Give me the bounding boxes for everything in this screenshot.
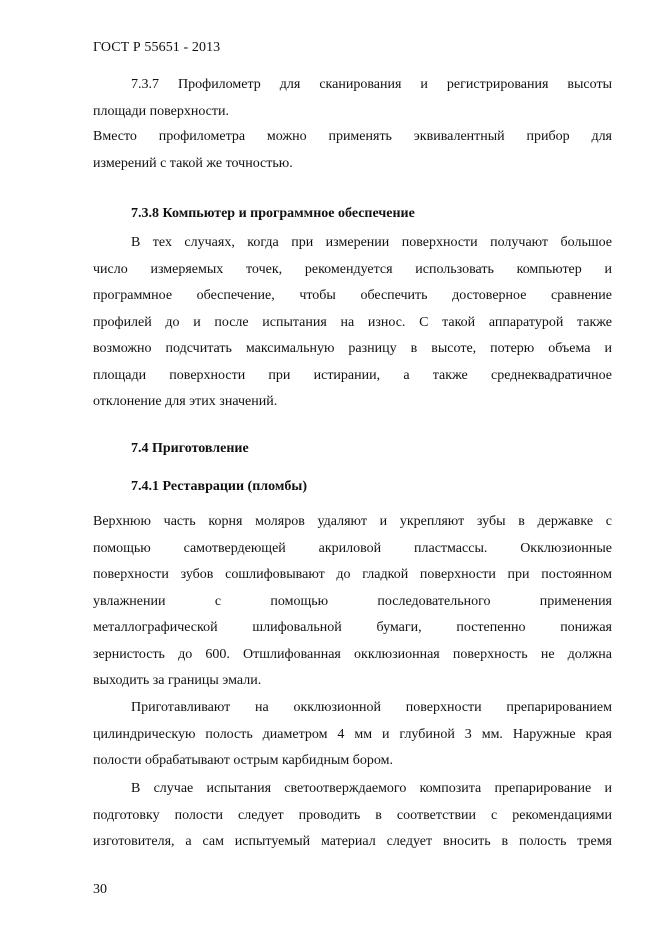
section-heading-7-4: 7.4 Приготовление — [131, 441, 249, 456]
section-heading-7-4-1: 7.4.1 Реставрации (пломбы) — [131, 479, 308, 494]
text-line: число измеряемых точек, рекомендуется использовать компьютер и — [93, 261, 612, 277]
text-line: увлажнении с помощью последовательного применения — [93, 593, 612, 609]
text-line: Верхнюю часть корня моляров удаляют и укрепляют зубы в державке с — [93, 514, 612, 529]
text-line: выходить за границы эмали. — [93, 673, 262, 688]
section-heading-7-3-8: 7.3.8 Компьютер и программное обеспечение — [131, 206, 415, 221]
text-line: металлографической шлифовальной бумаги, постепенно понижая — [93, 620, 612, 635]
text-line: площади поверхности при истирании, а также среднеквадратичное — [93, 367, 612, 383]
text-line: профилей до и после испытания на износ. С такой аппаратурой также — [93, 314, 612, 330]
text-line: отклонение для этих значений. — [93, 394, 278, 409]
text-line: возможно подсчитать максимальную разницу в высоте, потерю объема и — [93, 341, 612, 356]
text-line: площади поверхности. — [93, 103, 229, 119]
document-header: ГОСТ Р 55651 - 2013 — [93, 40, 221, 55]
page-number: 30 — [93, 882, 107, 897]
text-line: В тех случаях, когда при измерении поверхности получают большое — [131, 235, 612, 250]
text-line: В случае испытания светоотверждаемого композита препарирование и — [131, 781, 612, 796]
paragraph-7-3-7 — [93, 72, 612, 125]
text-line: зернистость до 600. Отшлифованная окклюзионная поверхность не должна — [93, 646, 612, 662]
text-line: полости обрабатывают острым карбидным бором. — [93, 753, 393, 768]
text-line: цилиндрическую полость диаметром 4 мм и глубиной 3 мм. Наружные края — [93, 726, 612, 742]
text-line: Вместо профилометра можно применять эквивалентный прибор для — [93, 129, 612, 144]
text-line: изготовителя, а сам испытуемый материал следует вносить в полость тремя — [93, 834, 612, 849]
text-line: 7.3.7 Профилометр для сканирования и регистрирования высоты — [131, 77, 612, 92]
paragraph-7-4-1-c — [93, 776, 612, 856]
text-line: измерений с такой же точностью. — [93, 155, 293, 171]
text-line: программное обеспечение, чтобы обеспечить достоверное сравнение — [93, 288, 612, 303]
paragraph-7-3-7-alt — [93, 124, 612, 177]
paragraph-7-4-1-a — [93, 509, 612, 695]
text-line: Приготавливают на окклюзионной поверхности препарированием — [131, 700, 612, 715]
paragraph-7-3-8 — [93, 230, 612, 416]
text-line: поверхности зубов сошлифовывают до гладкой поверхности при постоянном — [93, 567, 612, 582]
paragraph-7-4-1-b — [93, 695, 612, 775]
text-line: подготовку полости следует проводить в соответствии с рекомендациями — [93, 807, 612, 823]
text-line: помощью самотвердеющей акриловой пластмассы. Окклюзионные — [93, 540, 612, 556]
